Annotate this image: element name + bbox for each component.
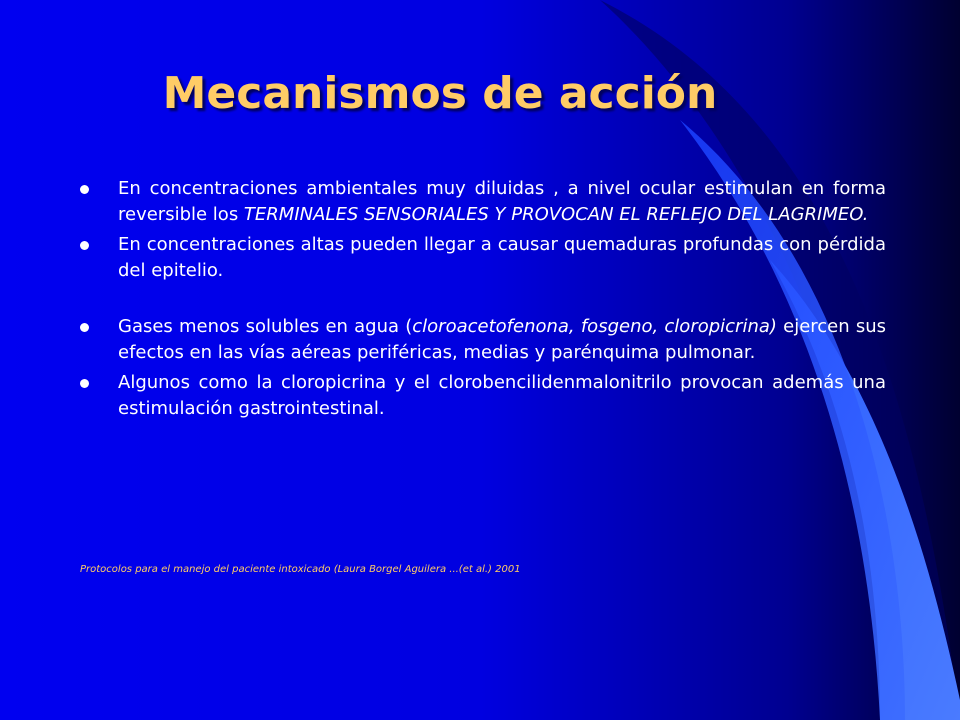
bullet-4-text: Algunos como la cloropicrina y el clorobencilidenmalonitrilo provocan además una estimulación gastrointestinal.	[118, 372, 886, 419]
source-citation: Protocolos para el manejo del paciente intoxicado (Laura Borgel Aguilera ...(et al.) 2001	[80, 564, 521, 575]
bullet-item-4	[76, 370, 886, 422]
bullet-item-2	[76, 232, 886, 284]
bullet-item-3	[76, 314, 886, 366]
bullet-dot-icon	[80, 185, 89, 194]
bullet-list	[76, 176, 886, 422]
bullet-item-1	[76, 176, 886, 228]
bullet-1-text: En concentraciones ambientales muy diluidas , a nivel ocular estimulan en forma reversible los	[118, 178, 886, 225]
bullet-3-italic-text: cloroacetofenona, fosgeno, cloropicrina)	[412, 316, 777, 337]
bullet-1-italic-text: TERMINALES SENSORIALES Y PROVOCAN EL REFLEJO DEL LAGRIMEO.	[243, 204, 869, 225]
bullet-dot-icon	[80, 323, 89, 332]
bullet-dot-icon	[80, 379, 89, 388]
slide-title: Mecanismos de acción	[162, 68, 718, 119]
bullet-3-prefix: Gases menos solubles en agua (	[118, 316, 413, 337]
bullet-3-suffix: ejercen sus efectos en las vías aéreas periféricas, medias y parénquima pulmonar.	[118, 316, 887, 363]
bullet-2-text: En concentraciones altas pueden llegar a causar quemaduras profundas con pérdida del epitelio.	[118, 234, 886, 281]
bullet-dot-icon	[80, 241, 89, 250]
